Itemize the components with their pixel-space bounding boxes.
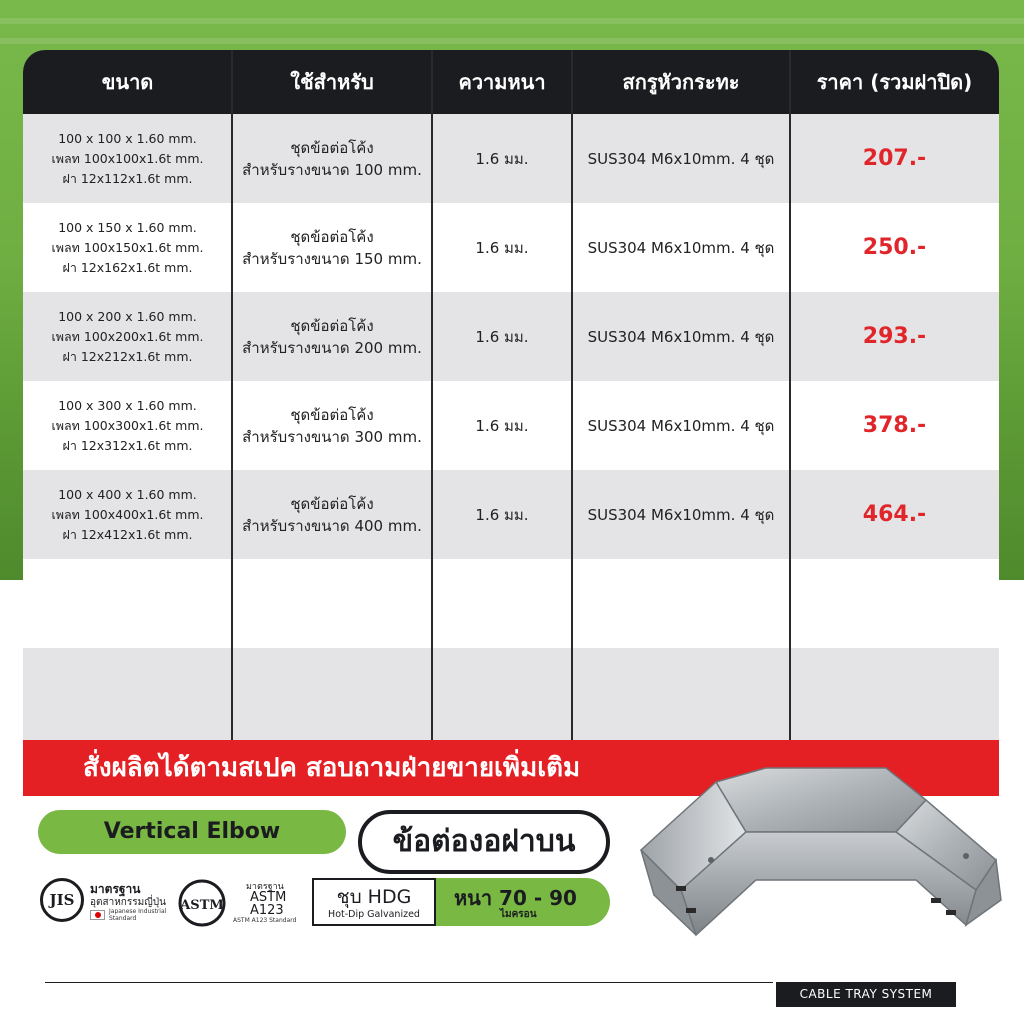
size-dimension: 100 x 150 x 1.60 mm. xyxy=(58,219,197,235)
cell-thickness: 1.6 มม. xyxy=(475,238,529,257)
table-header xyxy=(23,50,999,114)
cell-use xyxy=(232,114,432,203)
banner-text: สั่งผลิตได้ตามสเปค สอบถามฝ่ายขายเพิ่มเติม xyxy=(83,753,581,783)
cell-size xyxy=(23,203,232,292)
vertical-elbow-product-image xyxy=(636,760,1016,940)
use-line-2: สำหรับรางขนาด 400 mm. xyxy=(242,516,422,535)
cell-price: 464.- xyxy=(862,502,927,527)
cell-screw: SUS304 M6x10mm. 4 ชุด xyxy=(587,505,775,524)
header-thickness: ความหนา xyxy=(458,70,546,94)
astm-logo-text: ASTM xyxy=(180,898,224,913)
table-row xyxy=(23,381,999,470)
column-divider xyxy=(431,50,433,740)
cell-price: 293.- xyxy=(862,324,927,349)
cell-size xyxy=(23,470,232,559)
use-line-1: ชุดข้อต่อโค้ง xyxy=(290,316,374,335)
use-line-2: สำหรับรางขนาด 100 mm. xyxy=(242,160,422,179)
cell-size xyxy=(23,292,232,381)
size-cover: ฝา 12x212x1.6t mm. xyxy=(62,348,193,364)
cell-size xyxy=(23,381,232,470)
use-line-1: ชุดข้อต่อโค้ง xyxy=(290,227,374,246)
header-price: ราคา (รวมฝาปิด) xyxy=(816,70,973,94)
coating-unit: ไมครอน xyxy=(500,909,537,920)
column-divider xyxy=(231,50,233,740)
cell-thickness: 1.6 มม. xyxy=(475,416,529,435)
table-row xyxy=(23,470,999,559)
table-row xyxy=(23,203,999,292)
use-line-2: สำหรับรางขนาด 150 mm. xyxy=(242,249,422,268)
cell-price: 250.- xyxy=(862,235,927,260)
jis-logo-icon: JIS xyxy=(40,878,84,922)
header-use: ใช้สำหรับ xyxy=(290,70,374,94)
size-plate: เพลท 100x400x1.6t mm. xyxy=(51,506,204,522)
size-plate: เพลท 100x300x1.6t mm. xyxy=(51,417,204,433)
use-line-1: ชุดข้อต่อโค้ง xyxy=(290,494,374,513)
size-plate: เพลท 100x200x1.6t mm. xyxy=(51,328,204,344)
use-line-2: สำหรับรางขนาด 200 mm. xyxy=(242,338,422,357)
coating-sub-label: Hot-Dip Galvanized xyxy=(328,909,420,920)
product-name-th-pill xyxy=(358,810,610,874)
cell-use xyxy=(232,381,432,470)
product-name-en-pill xyxy=(38,810,346,854)
astm-standard-label: ASTM A123 Standard xyxy=(233,917,297,924)
price-table xyxy=(23,50,999,740)
footer-tag: CABLE TRAY SYSTEM xyxy=(776,982,956,1007)
coating-label: ชุบ HDG xyxy=(336,886,412,908)
table-row-empty xyxy=(23,559,999,648)
cell-use xyxy=(232,292,432,381)
table-row xyxy=(23,114,999,203)
jis-label: มาตรฐาน xyxy=(90,882,141,896)
use-line-1: ชุดข้อต่อโค้ง xyxy=(290,138,374,157)
table-row-empty xyxy=(23,648,999,740)
astm-label: มาตรฐาน xyxy=(246,882,284,892)
cell-use xyxy=(232,470,432,559)
footer-rule xyxy=(45,982,773,983)
jis-english-label: Japanese Industrial Standard xyxy=(109,908,167,922)
cell-size xyxy=(23,114,232,203)
header-screw: สกรูหัวกระทะ xyxy=(622,70,740,94)
size-dimension: 100 x 400 x 1.60 mm. xyxy=(58,486,197,502)
header-size: ขนาด xyxy=(101,70,154,94)
cell-thickness: 1.6 มม. xyxy=(475,327,529,346)
background-stripe xyxy=(0,38,1024,44)
coating-thickness-pill xyxy=(436,878,610,926)
astm-code: A123 xyxy=(250,903,284,918)
size-cover: ฝา 12x412x1.6t mm. xyxy=(62,526,193,542)
cell-price: 378.- xyxy=(862,413,927,438)
cell-thickness: 1.6 มม. xyxy=(475,505,529,524)
jis-sub-label: อุตสาหกรรมญี่ปุ่น xyxy=(90,897,166,908)
coating-badge xyxy=(312,878,436,926)
cell-price: 207.- xyxy=(862,146,927,171)
size-plate: เพลท 100x100x1.6t mm. xyxy=(51,150,204,166)
cell-screw: SUS304 M6x10mm. 4 ชุด xyxy=(587,149,775,168)
size-dimension: 100 x 300 x 1.60 mm. xyxy=(58,397,197,413)
cell-screw: SUS304 M6x10mm. 4 ชุด xyxy=(587,238,775,257)
size-dimension: 100 x 100 x 1.60 mm. xyxy=(58,130,197,146)
cell-screw: SUS304 M6x10mm. 4 ชุด xyxy=(587,327,775,346)
size-cover: ฝา 12x162x1.6t mm. xyxy=(62,259,193,275)
cell-use xyxy=(232,203,432,292)
product-name-th: ข้อต่องอฝาบน xyxy=(392,824,576,859)
column-divider xyxy=(571,50,573,740)
size-cover: ฝา 12x312x1.6t mm. xyxy=(62,437,193,453)
astm-logo-icon xyxy=(177,878,227,928)
coating-thickness: หนา 70 - 90 xyxy=(454,886,577,910)
size-dimension: 100 x 200 x 1.60 mm. xyxy=(58,308,197,324)
size-plate: เพลท 100x150x1.6t mm. xyxy=(51,239,204,255)
cell-screw: SUS304 M6x10mm. 4 ชุด xyxy=(587,416,775,435)
table-row xyxy=(23,292,999,381)
japan-flag-icon xyxy=(90,910,105,920)
column-divider xyxy=(789,50,791,740)
size-cover: ฝา 12x112x1.6t mm. xyxy=(62,170,193,186)
product-name-en: Vertical Elbow xyxy=(103,819,281,844)
use-line-2: สำหรับรางขนาด 300 mm. xyxy=(242,427,422,446)
astm-name: ASTM xyxy=(250,890,287,905)
cell-thickness: 1.6 มม. xyxy=(475,149,529,168)
use-line-1: ชุดข้อต่อโค้ง xyxy=(290,405,374,424)
background-stripe xyxy=(0,18,1024,24)
